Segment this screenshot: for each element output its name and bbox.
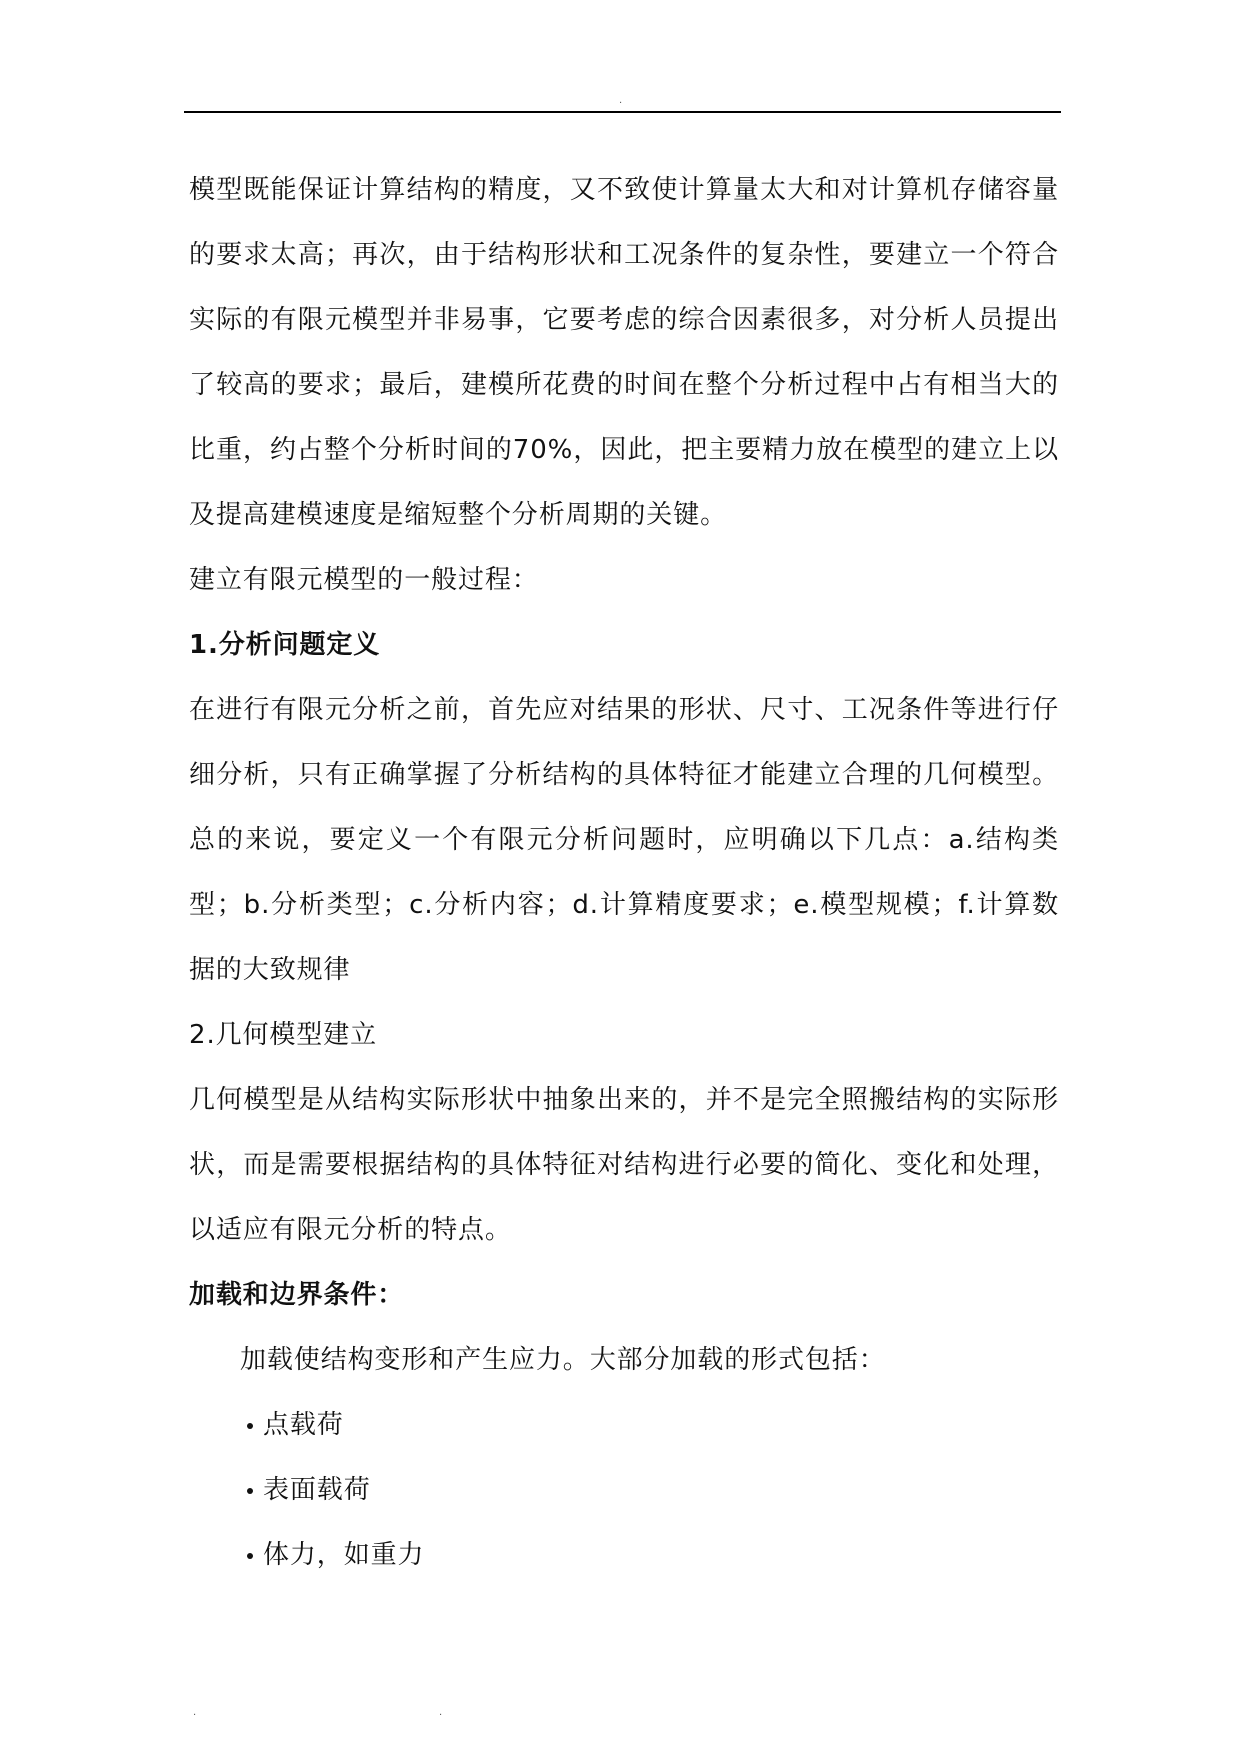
bullet-icon	[247, 1553, 253, 1559]
header-rule	[184, 111, 1061, 113]
paragraph-geometry-model: 几何模型是从结构实际形状中抽象出来的，并不是完全照搬结构的实际形状，而是需要根据结构的具体特征对结构进行必要的简化、变化和处理，以适应有限元分析的特点。	[189, 1085, 1059, 1245]
header-mark: .	[619, 95, 623, 106]
document-body	[189, 158, 1059, 1588]
list-item	[247, 1393, 1059, 1458]
list-item	[247, 1523, 1059, 1588]
paragraph-general-process: 建立有限元模型的一般过程：	[189, 565, 539, 595]
footer-mark-right: .	[439, 1707, 443, 1718]
section-heading-geometry-model: 2.几何模型建立	[189, 1020, 378, 1050]
section-heading-loads-boundary: 加载和边界条件：	[189, 1280, 405, 1310]
bullet-icon	[247, 1488, 253, 1494]
list-item-text: 点载荷	[263, 1410, 344, 1440]
paragraph-modeling-considerations: 模型既能保证计算结构的精度，又不致使计算量太大和对计算机存储容量的要求太高；再次，由于结构形状和工况条件的复杂性，要建立一个符合实际的有限元模型并非易事，它要考虑的综合因素很多，对分析人员提出了较高的要求；最后，建模所花费的时间在整个分析过程中占有相当大的比重，约占整个分析时间的70%，因此，把主要精力放在模型的建立上以及提高建模速度是缩短整个分析周期的关键。	[189, 175, 1059, 530]
footer-mark-left: .	[193, 1707, 197, 1718]
section-heading-problem-definition: 1.分析问题定义	[189, 630, 381, 660]
paragraph-problem-definition: 在进行有限元分析之前，首先应对结果的形状、尺寸、工况条件等进行仔细分析，只有正确掌握了分析结构的具体特征才能建立合理的几何模型。总的来说，要定义一个有限元分析问题时，应明确以下几点：a.结构类型；b.分析类型；c.分析内容；d.计算精度要求；e.模型规模；f.计算数据的大致规律	[189, 695, 1059, 985]
paragraph-loads-intro: 加载使结构变形和产生应力。大部分加载的形式包括：	[240, 1345, 886, 1375]
bullet-icon	[247, 1423, 253, 1429]
list-item-text: 表面载荷	[263, 1475, 371, 1505]
list-item-text: 体力，如重力	[263, 1540, 425, 1570]
list-item	[247, 1458, 1059, 1523]
load-types-list	[189, 1393, 1059, 1588]
